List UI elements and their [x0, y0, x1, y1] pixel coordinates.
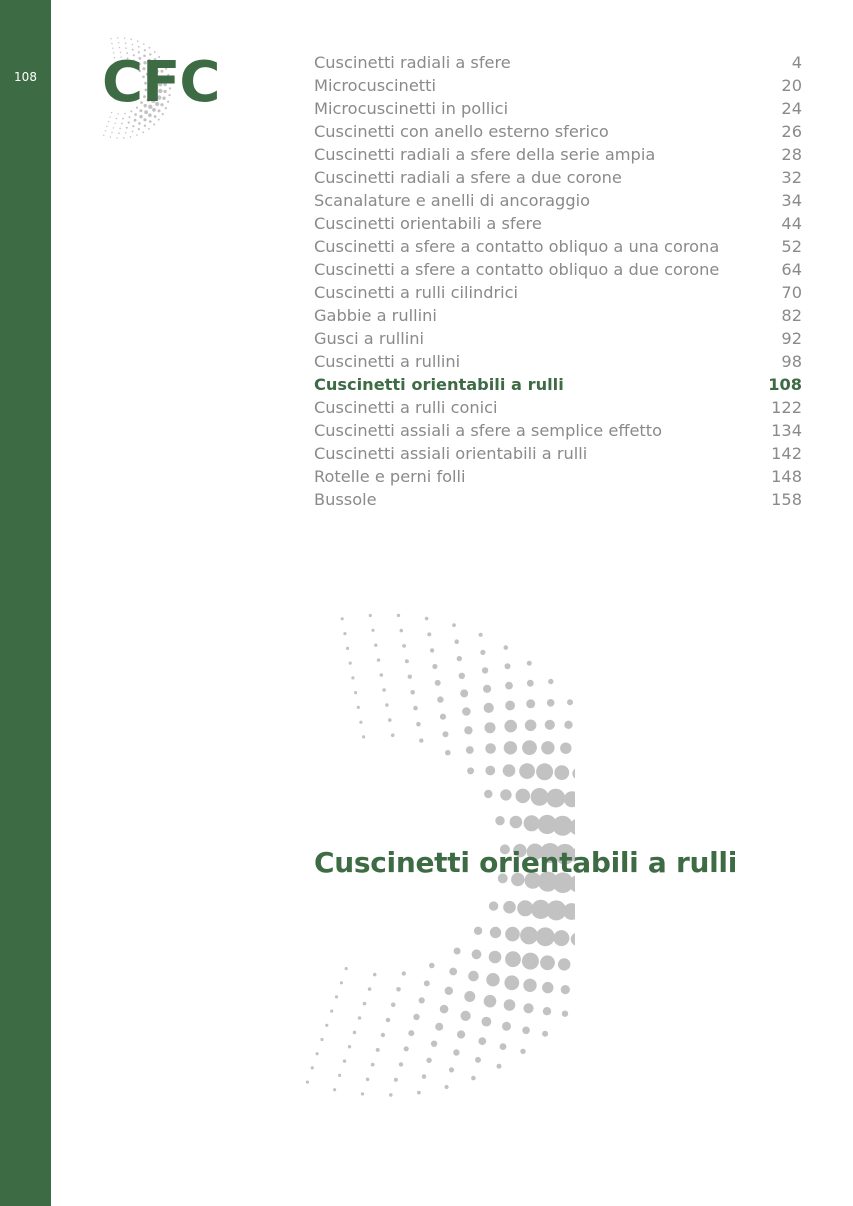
toc-row-current[interactable]	[314, 373, 802, 396]
dot	[359, 721, 362, 724]
logo-dot	[138, 46, 140, 48]
dot	[522, 740, 537, 755]
dot	[543, 1007, 551, 1015]
dot	[504, 999, 516, 1011]
dot	[374, 644, 377, 647]
logo-dot	[112, 48, 113, 49]
logo-dot	[144, 125, 146, 127]
logo-dot	[123, 137, 125, 139]
logo-dot	[130, 136, 132, 138]
dot	[471, 1076, 476, 1081]
dot	[495, 816, 504, 825]
toc-page-number: 28	[781, 145, 802, 164]
toc-label: Cuscinetti a sfere a contatto obliquo a una corona	[314, 237, 720, 256]
logo-dot	[118, 42, 119, 43]
logo-dot	[154, 115, 157, 118]
dot	[394, 1078, 398, 1082]
dot	[391, 733, 395, 737]
toc-label: Microcuscinetti in pollici	[314, 99, 509, 118]
side-band	[0, 0, 51, 1206]
dot	[503, 901, 516, 914]
toc-row[interactable]	[314, 327, 802, 350]
dot	[531, 788, 549, 806]
toc-row[interactable]	[314, 212, 802, 235]
dot	[408, 1030, 414, 1036]
dot	[408, 675, 412, 679]
toc-label: Cuscinetti a rulli conici	[314, 398, 498, 417]
dot	[333, 1088, 336, 1091]
dot	[391, 1003, 396, 1008]
toc-row[interactable]	[314, 281, 802, 304]
cfc-logo	[58, 34, 233, 139]
dot	[505, 682, 513, 690]
dot	[388, 718, 392, 722]
toc-label: Bussole	[314, 490, 377, 509]
dot	[435, 1023, 443, 1031]
logo-dot	[138, 128, 140, 130]
logo-dot	[125, 132, 127, 134]
toc-page-number: 26	[781, 122, 802, 141]
toc-label: Cuscinetti orientabili a sfere	[314, 214, 542, 233]
toc-row[interactable]	[314, 465, 802, 488]
logo-dot	[119, 128, 121, 130]
dot	[330, 1010, 333, 1013]
dot	[306, 1081, 309, 1084]
dot	[546, 789, 565, 808]
dot	[474, 927, 482, 935]
logo-dot	[116, 137, 117, 138]
toc-row[interactable]	[314, 189, 802, 212]
dot	[467, 767, 474, 774]
toc-label: Cuscinetti orientabili a rulli	[314, 375, 564, 394]
dot	[425, 617, 429, 621]
toc-page-number: 4	[791, 53, 802, 72]
dot	[486, 973, 499, 986]
dot	[431, 1041, 437, 1047]
toc-label: Cuscinetti assiali a sfere a semplice effetto	[314, 421, 663, 440]
dot	[416, 722, 421, 727]
dot	[519, 763, 535, 779]
dot	[380, 673, 384, 677]
dot	[564, 721, 572, 729]
dot	[422, 1074, 427, 1079]
toc-page-number: 64	[781, 260, 802, 279]
dot	[464, 991, 475, 1002]
dot	[316, 1052, 319, 1055]
dot	[527, 661, 532, 666]
dot	[424, 980, 430, 986]
dot	[504, 741, 517, 754]
dot	[478, 1037, 486, 1045]
dot	[571, 933, 575, 946]
toc-row[interactable]	[314, 442, 802, 465]
dot	[402, 644, 406, 648]
dot	[523, 1003, 533, 1013]
dot	[343, 1059, 346, 1062]
logo-dot	[134, 119, 137, 122]
dot	[489, 901, 498, 910]
dot	[516, 789, 531, 804]
logo-dot	[149, 120, 152, 123]
logo-dot	[132, 44, 134, 46]
dot	[346, 647, 349, 650]
dot	[497, 1064, 502, 1069]
logo-dot	[116, 118, 117, 119]
logo-dot	[110, 38, 111, 39]
dot	[454, 948, 461, 955]
dot	[505, 701, 515, 711]
dot	[459, 673, 465, 679]
dot	[542, 1031, 548, 1037]
logo-dot	[142, 131, 144, 133]
dot	[510, 816, 523, 829]
dot	[452, 623, 456, 627]
dot	[562, 1011, 568, 1017]
dot	[482, 667, 488, 673]
dot	[353, 1031, 357, 1035]
dot	[475, 1057, 481, 1063]
toc-row[interactable]	[314, 166, 802, 189]
dot	[472, 949, 482, 959]
toc-page-number: 32	[781, 168, 802, 187]
dot	[517, 900, 533, 916]
dot	[345, 967, 348, 970]
logo-dot	[117, 37, 118, 38]
toc-row[interactable]	[314, 97, 802, 120]
dot	[369, 614, 372, 617]
dot	[527, 680, 534, 687]
logo-dot	[122, 118, 124, 120]
cfc-logo-mark	[58, 34, 233, 139]
section-title: Cuscinetti orientabili a rulli	[314, 846, 737, 879]
table-of-contents	[314, 51, 802, 511]
dot	[542, 982, 553, 993]
dot	[338, 1074, 341, 1077]
dot	[536, 763, 553, 780]
toc-row[interactable]	[314, 488, 802, 511]
dot	[520, 1049, 525, 1054]
dot	[376, 1048, 380, 1052]
dot	[572, 767, 575, 779]
toc-label: Microcuscinetti	[314, 76, 436, 95]
dot	[505, 663, 511, 669]
dot	[520, 927, 538, 945]
dot	[484, 703, 494, 713]
dot	[503, 764, 516, 777]
toc-label: Cuscinetti radiali a sfere	[314, 53, 511, 72]
dot	[525, 720, 537, 732]
dot	[354, 691, 357, 694]
toc-page-number: 108	[768, 375, 802, 394]
logo-dot	[111, 43, 112, 44]
dot	[405, 659, 409, 663]
toc-label: Cuscinetti assiali orientabili a rulli	[314, 444, 588, 463]
page-number: 108	[14, 70, 37, 84]
toc-page-number: 148	[771, 467, 802, 486]
dot	[536, 927, 555, 946]
toc-row[interactable]	[314, 419, 802, 442]
dot	[524, 815, 540, 831]
dot	[348, 1045, 351, 1048]
logo-dot	[139, 115, 142, 118]
dot	[461, 1011, 471, 1021]
dot	[505, 927, 520, 942]
dot	[440, 1005, 449, 1014]
toc-row[interactable]	[314, 51, 802, 74]
logo-dot	[113, 127, 114, 128]
dot	[485, 743, 496, 754]
dot	[526, 699, 535, 708]
dot	[548, 679, 553, 684]
logo-dot	[136, 134, 138, 136]
dot	[389, 1093, 393, 1097]
logo-dot	[109, 116, 110, 117]
dot	[382, 688, 386, 692]
dot	[545, 720, 555, 730]
toc-label: Cuscinetti a rulli cilindrici	[314, 283, 519, 302]
dot	[560, 743, 571, 754]
toc-label: Cuscinetti radiali a sfere della serie ampia	[314, 145, 656, 164]
dot	[377, 658, 380, 661]
toc-page-number: 82	[781, 306, 802, 325]
logo-dot	[124, 38, 125, 39]
dot	[453, 1049, 459, 1055]
dot	[368, 987, 372, 991]
toc-row[interactable]	[314, 258, 802, 281]
toc-label: Cuscinetti con anello esterno sferico	[314, 122, 609, 141]
dot	[484, 790, 492, 798]
toc-row[interactable]	[314, 235, 802, 258]
dot	[504, 720, 517, 733]
dot	[427, 632, 431, 636]
dot	[443, 731, 449, 737]
logo-dot	[143, 118, 146, 121]
dot	[325, 1024, 328, 1027]
dot	[558, 958, 570, 970]
dot	[500, 1043, 507, 1050]
dot	[311, 1066, 314, 1069]
dot	[426, 1058, 431, 1063]
toc-row[interactable]	[314, 396, 802, 419]
dot	[504, 975, 519, 990]
dot	[490, 927, 501, 938]
toc-label: Cuscinetti a sfere a contatto obliquo a due corone	[314, 260, 720, 279]
dot	[351, 676, 354, 679]
logo-dot	[125, 47, 127, 49]
dot	[429, 963, 435, 969]
dot	[483, 685, 491, 693]
toc-label: Cuscinetti a rullini	[314, 352, 461, 371]
dot	[479, 633, 483, 637]
dot	[340, 981, 343, 984]
toc-page-number: 20	[781, 76, 802, 95]
dot	[460, 689, 468, 697]
logo-dot	[125, 42, 127, 44]
toc-page-number: 92	[781, 329, 802, 348]
dot	[489, 951, 502, 964]
dot	[457, 656, 462, 661]
logo-dot	[158, 119, 160, 121]
dot	[396, 987, 401, 992]
dot	[502, 1022, 511, 1031]
logo-dot	[110, 136, 111, 137]
dot	[440, 714, 446, 720]
dot	[485, 766, 495, 776]
toc-page-number: 158	[771, 490, 802, 509]
toc-label: Scanalature e anelli di ancoraggio	[314, 191, 591, 210]
dot	[457, 1030, 465, 1038]
dot	[361, 1092, 364, 1095]
dot	[341, 617, 344, 620]
dot	[402, 971, 406, 975]
dot	[500, 789, 511, 800]
dot	[504, 645, 509, 650]
dot	[400, 629, 404, 633]
dot	[449, 968, 457, 976]
logo-dot	[138, 122, 141, 125]
dot	[357, 706, 360, 709]
logo-dot	[105, 130, 106, 131]
dot	[417, 1091, 421, 1095]
dot	[523, 979, 536, 992]
logo-dot	[129, 116, 131, 118]
logo-dot	[128, 121, 130, 123]
toc-page-number: 122	[771, 398, 802, 417]
toc-row[interactable]	[314, 74, 802, 97]
logo-dot	[149, 47, 151, 49]
dot	[419, 997, 425, 1003]
dot	[343, 632, 346, 635]
dot	[482, 1017, 492, 1027]
dot	[413, 1014, 419, 1020]
dot	[484, 995, 497, 1008]
dot	[358, 1016, 362, 1020]
logo-dot	[153, 124, 155, 126]
dot	[320, 1038, 323, 1041]
dot	[466, 746, 474, 754]
dot	[522, 1027, 530, 1035]
dot	[362, 735, 365, 738]
logo-dot	[121, 123, 123, 125]
dot	[445, 1085, 449, 1089]
dot	[564, 791, 575, 807]
dot	[553, 816, 573, 836]
dot	[399, 1062, 403, 1066]
toc-page-number: 134	[771, 421, 802, 440]
dot	[462, 707, 471, 716]
toc-page-number: 98	[781, 352, 802, 371]
dot	[335, 995, 338, 998]
toc-page-number: 70	[781, 283, 802, 302]
dot	[385, 703, 389, 707]
logo-dot	[130, 39, 132, 41]
dot	[437, 696, 443, 702]
logo-dot	[132, 131, 134, 133]
dot	[468, 971, 479, 982]
toc-row[interactable]	[314, 350, 802, 373]
logo-text: CFC	[102, 50, 220, 115]
toc-page-number: 24	[781, 99, 802, 118]
dot	[522, 953, 539, 970]
logo-dot	[148, 128, 150, 130]
dot	[371, 1063, 375, 1067]
toc-row[interactable]	[314, 304, 802, 327]
dot	[485, 722, 496, 733]
toc-row[interactable]	[314, 143, 802, 166]
toc-label: Cuscinetti radiali a sfere a due corone	[314, 168, 622, 187]
dot	[541, 741, 554, 754]
logo-dot	[103, 135, 104, 136]
logo-dot	[114, 123, 115, 124]
logo-dot	[108, 121, 109, 122]
dot	[480, 650, 485, 655]
logo-dot	[119, 47, 120, 48]
dot	[363, 1002, 367, 1006]
dot	[371, 629, 374, 632]
logo-dot	[143, 43, 145, 45]
toc-page-number: 142	[771, 444, 802, 463]
toc-page-number: 44	[781, 214, 802, 233]
toc-row[interactable]	[314, 120, 802, 143]
dot	[464, 726, 472, 734]
dot	[397, 614, 400, 617]
dot	[410, 690, 415, 695]
toc-label: Rotelle e perni folli	[314, 467, 466, 486]
dot	[432, 664, 437, 669]
logo-dot	[132, 125, 134, 127]
dot	[366, 1078, 370, 1082]
dot	[445, 987, 453, 995]
dot	[435, 680, 441, 686]
toc-label: Gusci a rullini	[314, 329, 425, 348]
dot	[553, 930, 569, 946]
dot	[561, 985, 570, 994]
dot	[547, 699, 555, 707]
dot	[567, 699, 573, 705]
dot	[445, 750, 451, 756]
dot	[540, 955, 555, 970]
logo-dot	[126, 127, 128, 129]
dot	[413, 706, 418, 711]
dot	[386, 1018, 391, 1023]
logo-dot	[118, 132, 120, 134]
dot	[373, 973, 377, 977]
logo-dot	[137, 40, 139, 42]
dot	[381, 1033, 385, 1037]
dot	[404, 1046, 409, 1051]
dot	[449, 1067, 454, 1072]
dot	[349, 662, 352, 665]
dot	[554, 765, 569, 780]
toc-label: Gabbie a rullini	[314, 306, 437, 325]
logo-dot	[106, 126, 107, 127]
logo-dot	[111, 132, 112, 133]
dot	[419, 738, 423, 742]
dot	[454, 639, 459, 644]
dot	[430, 648, 434, 652]
dot	[505, 951, 521, 967]
toc-page-number: 52	[781, 237, 802, 256]
toc-page-number: 34	[781, 191, 802, 210]
